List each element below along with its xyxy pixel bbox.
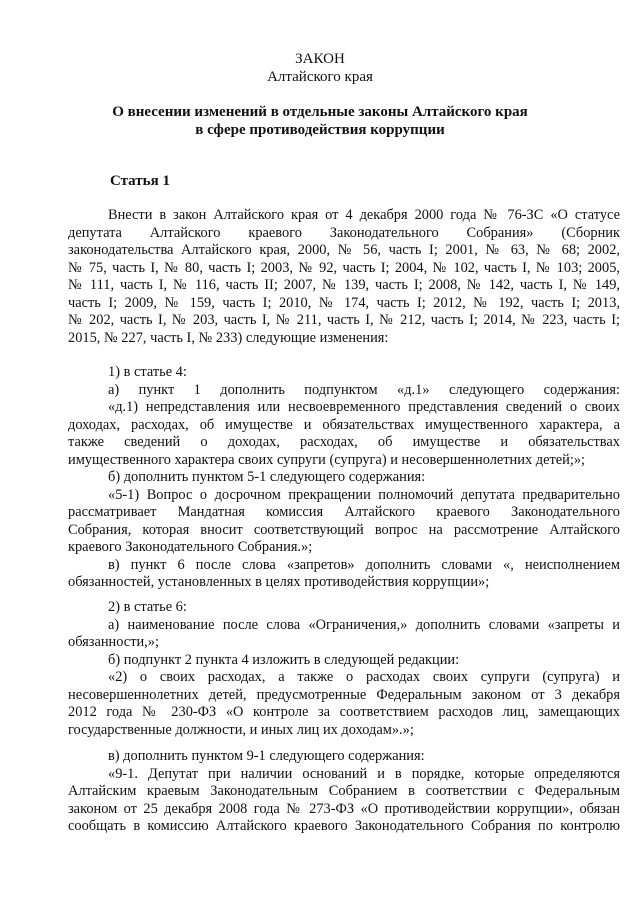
text-line: обязанности,»; xyxy=(68,634,159,650)
document-title-line: в сфере противодействия коррупции xyxy=(195,122,445,138)
text-line: № 202, часть I, № 203, часть I, № 211, часть I, № 212, часть I; 2014, № 223, часть I; xyxy=(68,312,620,328)
text-line: Внести в закон Алтайского края от 4 декабря 2000 года № 76-ЗС «О статусе xyxy=(108,207,620,223)
text-line: сообщать в комиссию Алтайского краевого Законодательного Собрания по контролю xyxy=(68,818,620,834)
text-line: «9-1. Депутат при наличии оснований и в порядке, которые определяются xyxy=(108,765,620,782)
text-line: № 75, часть I, № 80, часть I; 2003, № 92, часть I; 2004, № 102, часть I, № 103; 2005, xyxy=(68,259,620,276)
text-line: несовершеннолетних детей, предусмотренные Федеральным законом от 3 декабря xyxy=(68,686,620,703)
text-line: 2012 года № 230-ФЗ «О контроле за соответствием расходов лиц, замещающих xyxy=(68,704,620,720)
text-line: Алтайским краевым Законодательным Собранием в соответствии с Федеральным xyxy=(68,783,620,799)
text-line: рассматривает Мандатная комиссия Алтайского краевого Законодательного xyxy=(68,504,620,520)
article-heading: Статья 1 xyxy=(110,173,170,189)
text-line: 1) в статье 4: xyxy=(108,364,187,380)
text-line: законодательства Алтайского края, 2000, № 56, часть I; 2001, № 63, № 68; 2002, xyxy=(68,242,620,258)
document-title-line: О внесении изменений в отдельные законы Алтайского края xyxy=(112,104,528,120)
text-line: «д.1) непредставления или несвоевременного представления сведений о своих xyxy=(108,399,620,415)
text-line: доходах, расходах, об имуществе и обязательствах имущественного характера, а xyxy=(68,416,620,433)
paragraph-article-4 xyxy=(68,364,620,592)
text-line: в) пункт 6 после слова «запретов» дополнить словами «, неисполнением xyxy=(108,556,620,573)
text-line: обязанностей, установленных в целях противодействия коррупции»; xyxy=(68,574,490,590)
text-line: часть I; 2009, № 159, часть I; 2010, № 174, часть I; 2012, № 192, часть I; 2013, xyxy=(68,294,620,311)
text-line: «2) о своих расходах, а также о расходах своих супруги (супруга) и xyxy=(108,669,620,685)
text-line: также сведений о доходах, расходах, об имуществе и обязательствах xyxy=(68,434,620,450)
document-title xyxy=(60,103,580,139)
text-line: а) пункт 1 дополнить подпунктом «д.1» следующего содержания: xyxy=(108,381,620,398)
text-line: государственные должности, и иных лиц их доходам».»; xyxy=(68,721,414,738)
text-line: депутата Алтайского краевого Законодательного Собрания» (Сборник xyxy=(68,224,620,241)
text-line: 2015, № 227, часть I, № 233) следующие изменения: xyxy=(68,329,389,346)
paragraph-clause-9-1 xyxy=(68,748,620,836)
document-region: Алтайского края xyxy=(267,69,373,85)
text-line: в) дополнить пунктом 9-1 следующего содержания: xyxy=(108,748,425,764)
text-line: Собрания, которая вносит соответствующий вопрос на рассмотрение Алтайского xyxy=(68,521,620,538)
text-line: № 111, часть I, № 116, часть II; 2007, № 139, часть I; 2008, № 142, часть I, № 149, xyxy=(68,277,620,293)
paragraph-intro xyxy=(68,207,620,347)
text-line: 2) в статье 6: xyxy=(108,599,187,615)
text-line: б) подпункт 2 пункта 4 изложить в следующей редакции: xyxy=(108,651,460,668)
text-line: законом от 25 декабря 2008 года № 273-ФЗ «О противодействии коррупции», обязан xyxy=(68,800,620,817)
text-line: а) наименование после слова «Ограничения,» дополнить словами «запреты и xyxy=(108,616,620,633)
text-line: имущественного характера своих супруги (супруга) и несовершеннолетних детей;»; xyxy=(68,451,586,468)
text-line: б) дополнить пунктом 5-1 следующего содержания: xyxy=(108,469,426,485)
document-type: ЗАКОН xyxy=(295,51,345,67)
text-line: краевого Законодательного Собрания.»; xyxy=(68,539,313,555)
text-line: «5-1) Вопрос о досрочном прекращении полномочий депутата предварительно xyxy=(108,486,620,503)
paragraph-article-6 xyxy=(68,599,620,739)
